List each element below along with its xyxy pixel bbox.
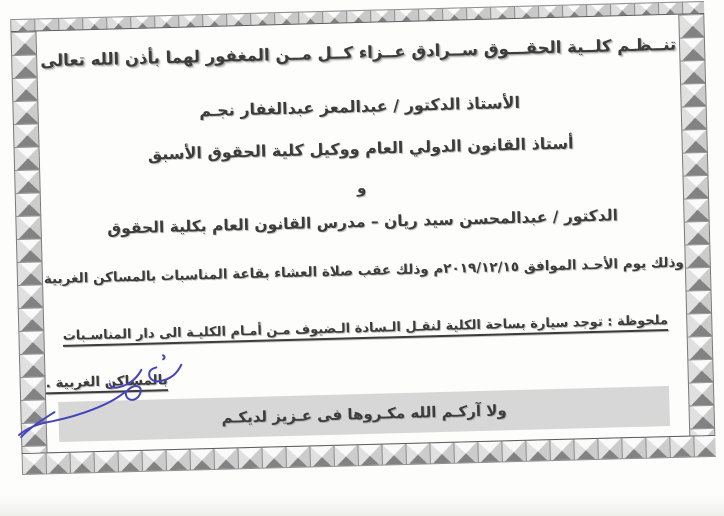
closing-prayer-highlight	[59, 387, 669, 441]
deceased-1-name: الأستاذ الدكتور / عبدالمعز عبدالغفار نجـم	[198, 92, 521, 121]
transport-note-line-2-text: بالمساكن الغربية .	[45, 372, 168, 392]
conjunction-and: و	[356, 178, 367, 198]
closing-prayer-text: ولا آركـم الله مكـروها فى عـزيز لديكـم	[221, 401, 507, 427]
transport-note-line-2	[45, 359, 681, 392]
deceased-1-title: أستاذ القانون الدولي العام ووكيل كلية الحقوق الأسبق	[147, 133, 574, 164]
announcement-body	[36, 15, 689, 453]
deceased-2-name-title: الدكتور / عبدالمحسن سيد ريان – مدرس القانون العام بكلية الحقوق	[107, 206, 619, 238]
intro-line: تنــظـم كلــية الحقـــوق ســرادق عــزاء كــل مــن المغفور لهما بأذن الله تعالى	[40, 34, 677, 71]
announcement-frame	[10, 1, 716, 475]
transport-note-line-1: ملحوظة : توجد سيارة بساحة الكلية لنقـل الـسادة الـضيوف مـن أمـام الكليـة الى دار المناسـبات	[62, 313, 669, 344]
date-time-venue-line: وذلك يوم الأحـد الموافق ٢٠١٩/١٢/١٥م وذلك عقب صلاة العشاء بقاعة المناسبات بالمساكن الغربية	[43, 254, 685, 288]
